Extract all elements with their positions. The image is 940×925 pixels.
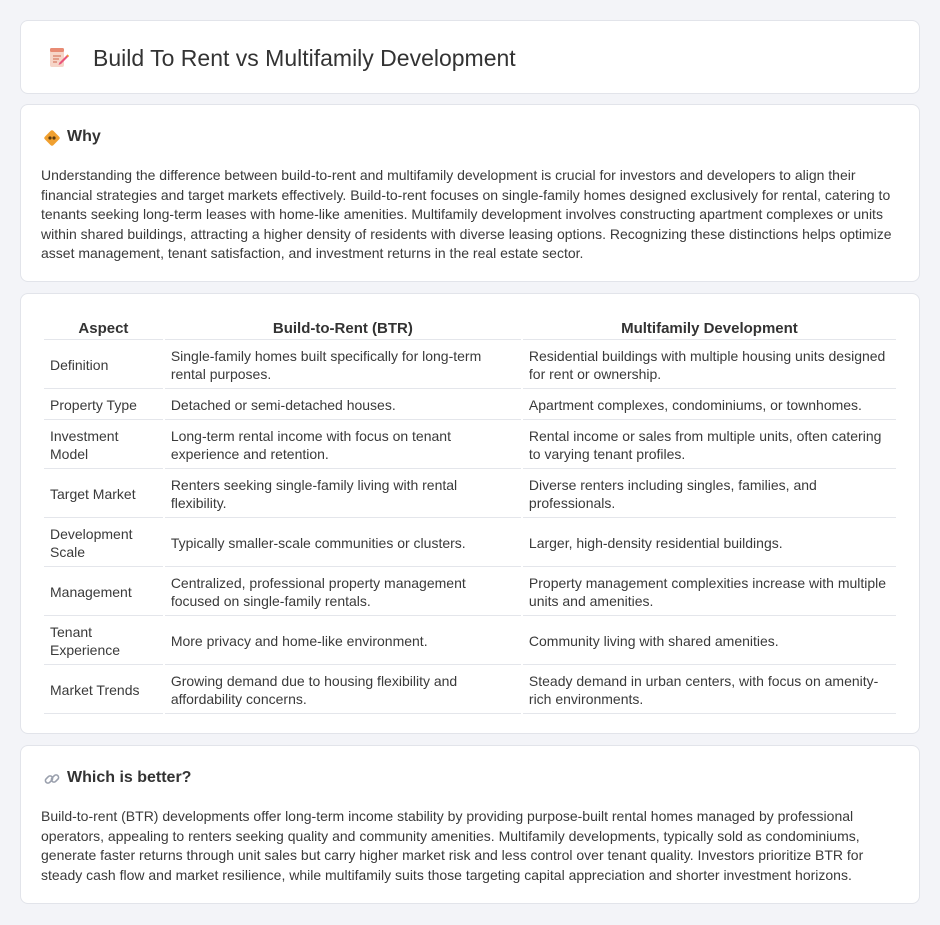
table-header-row bbox=[44, 318, 896, 340]
comparison-table bbox=[42, 316, 898, 716]
table-row bbox=[44, 422, 896, 469]
btr-cell: Typically smaller-scale communities or clusters. bbox=[165, 520, 521, 567]
table-row bbox=[44, 391, 896, 420]
better-title: Which is better? bbox=[67, 769, 192, 786]
table-row bbox=[44, 471, 896, 518]
table-row bbox=[44, 569, 896, 616]
header-btr: Build-to-Rent (BTR) bbox=[165, 318, 521, 340]
why-section bbox=[20, 104, 920, 282]
btr-cell: Long-term rental income with focus on tenant experience and retention. bbox=[165, 422, 521, 469]
multifamily-cell: Apartment complexes, condominiums, or townhomes. bbox=[523, 391, 896, 420]
btr-cell: Single-family homes built specifically for long-term rental purposes. bbox=[165, 342, 521, 389]
link-icon bbox=[43, 770, 61, 788]
btr-cell: More privacy and home-like environment. bbox=[165, 618, 521, 665]
which-is-better-section bbox=[20, 745, 920, 904]
header-aspect: Aspect bbox=[44, 318, 163, 340]
aspect-cell: Target Market bbox=[44, 471, 163, 518]
btr-cell: Detached or semi-detached houses. bbox=[165, 391, 521, 420]
table-row bbox=[44, 618, 896, 665]
page-title: Build To Rent vs Multifamily Development bbox=[93, 45, 516, 71]
multifamily-cell: Steady demand in urban centers, with focus on amenity-rich environments. bbox=[523, 667, 896, 714]
aspect-cell: Market Trends bbox=[44, 667, 163, 714]
aspect-cell: Tenant Experience bbox=[44, 618, 163, 665]
btr-cell: Growing demand due to housing flexibility and affordability concerns. bbox=[165, 667, 521, 714]
multifamily-cell: Property management complexities increase with multiple units and amenities. bbox=[523, 569, 896, 616]
aspect-cell: Investment Model bbox=[44, 422, 163, 469]
aspect-cell: Property Type bbox=[44, 391, 163, 420]
aspect-cell: Definition bbox=[44, 342, 163, 389]
why-text: Understanding the difference between build-to-rent and multifamily development is crucial for investors and developers to align their financial strategies and target markets effectively. Build-to-rent focuses on single-family homes designed exclusively for rental, catering to tenants seeking long-term leases with home-like amenities. Multifamily development involves constructing apartment complexes or units within shared buildings, attracting a higher density of residents with diverse leasing options. Recognizing these distinctions helps optimize asset management, tenant satisfaction, and investment returns in the real estate sector. bbox=[41, 167, 892, 261]
btr-cell: Centralized, professional property management focused on single-family rentals. bbox=[165, 569, 521, 616]
why-title: Why bbox=[67, 128, 101, 145]
diamond-sign-icon bbox=[43, 129, 61, 147]
multifamily-cell: Diverse renters including singles, families, and professionals. bbox=[523, 471, 896, 518]
multifamily-cell: Larger, high-density residential buildings. bbox=[523, 520, 896, 567]
document-pencil-icon bbox=[47, 46, 71, 70]
btr-cell: Renters seeking single-family living with rental flexibility. bbox=[165, 471, 521, 518]
header-multifamily: Multifamily Development bbox=[523, 318, 896, 340]
header-card bbox=[20, 20, 920, 94]
multifamily-cell: Rental income or sales from multiple units, often catering to varying tenant profiles. bbox=[523, 422, 896, 469]
better-text: Build-to-rent (BTR) developments offer long-term income stability by providing purpose-built rental homes managed by professional operators, appealing to renters seeking quality and community amenities. Multifamily developments, typically sold as condominiums, generate faster returns through unit sales but carry higher market risk and less control over tenant quality. Investors prioritize BTR for steady cash flow and market resilience, while multifamily suits those targeting capital appreciation and shorter investment horizons. bbox=[41, 808, 864, 883]
comparison-table-card bbox=[20, 293, 920, 734]
aspect-cell: Management bbox=[44, 569, 163, 616]
multifamily-cell: Residential buildings with multiple housing units designed for rent or ownership. bbox=[523, 342, 896, 389]
multifamily-cell: Community living with shared amenities. bbox=[523, 618, 896, 665]
table-row bbox=[44, 667, 896, 714]
table-row bbox=[44, 520, 896, 567]
table-row bbox=[44, 342, 896, 389]
aspect-cell: Development Scale bbox=[44, 520, 163, 567]
